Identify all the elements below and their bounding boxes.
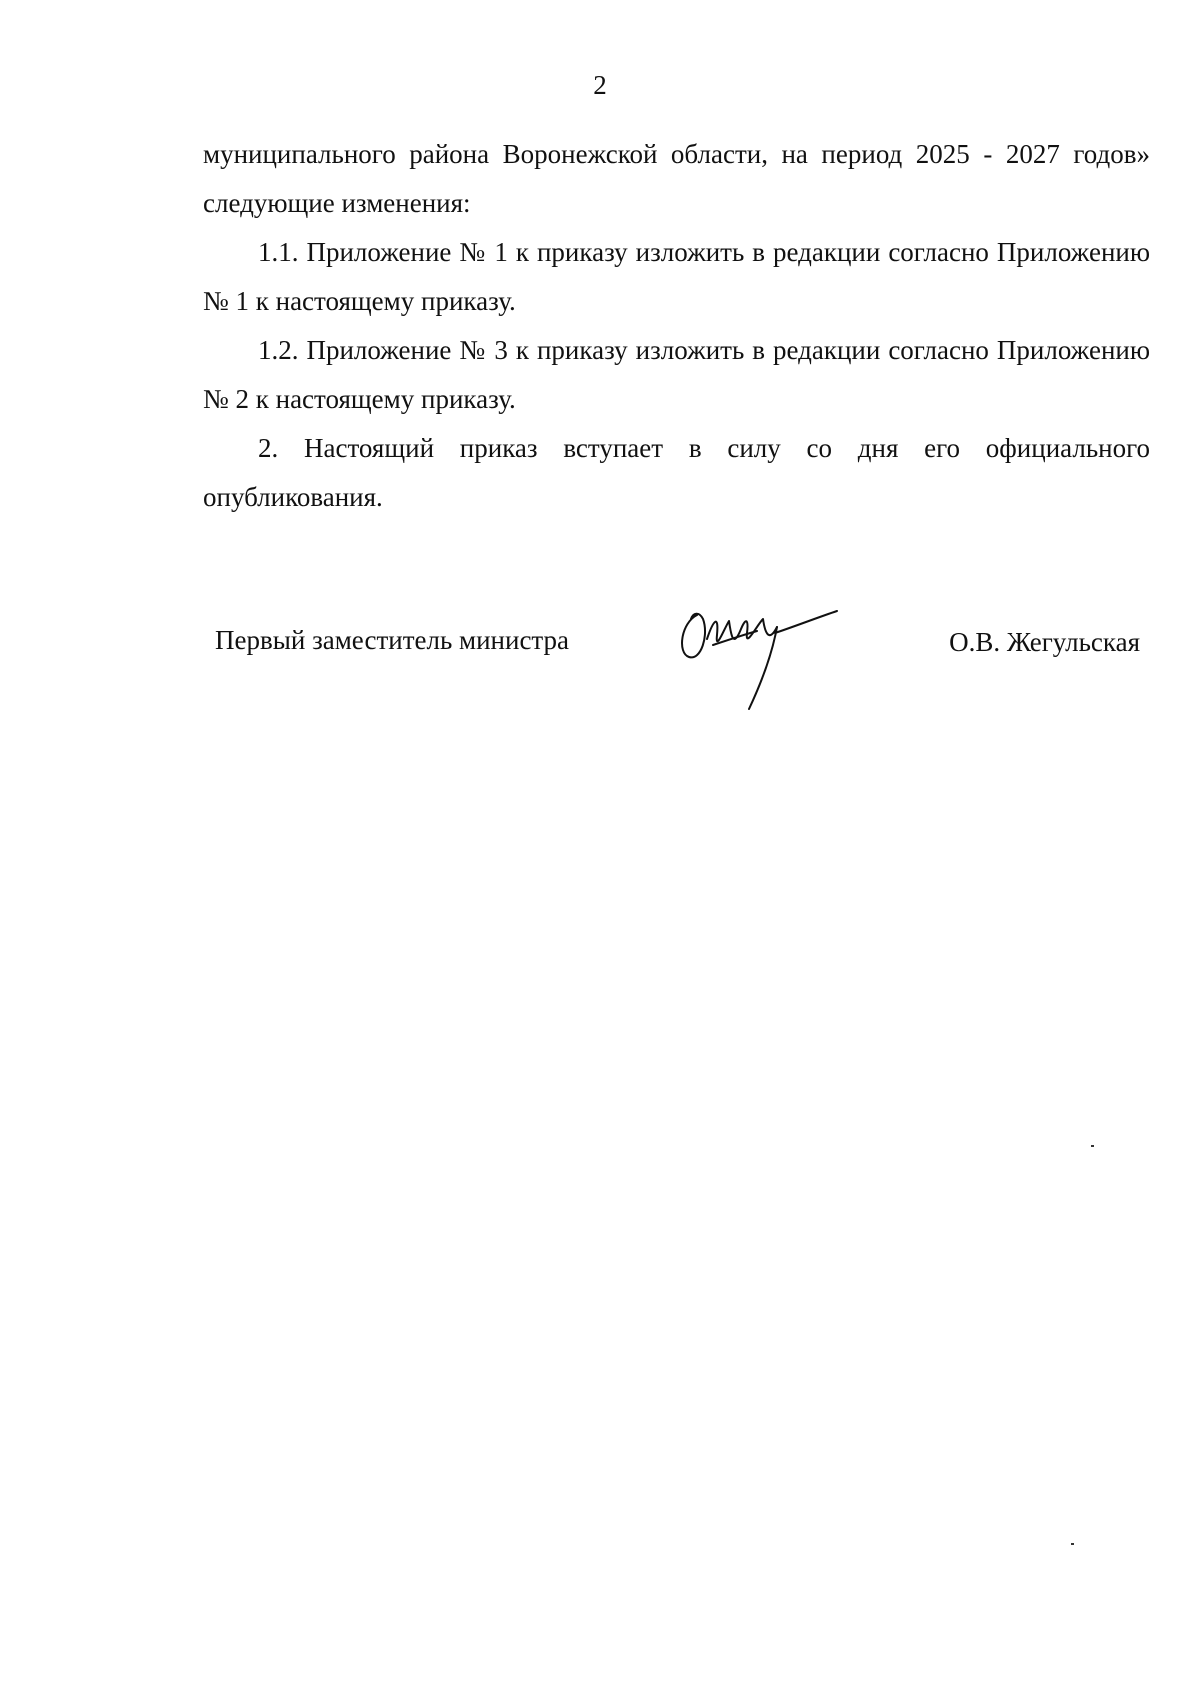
intro-line-2: следующие изменения: [203, 188, 471, 218]
clause-1-2-line-2: Приложению № 2 к настоящему приказу. [203, 335, 1151, 414]
clause-1-2 [203, 326, 1150, 424]
intro-paragraph [203, 130, 1150, 228]
intro-line-1: муниципального района Воронежской области, на период 2025 - 2027 годов» [203, 139, 1150, 169]
clause-1-1-line-2: Приложению № 1 к настоящему приказу. [203, 237, 1151, 316]
signatory-title: Первый заместитель министра [215, 625, 570, 655]
scan-speck [1091, 1145, 1094, 1147]
clause-2-line-2: опубликования. [203, 482, 383, 512]
clause-1-1 [203, 228, 1150, 326]
page-number: 2 [593, 70, 607, 100]
document-body [203, 130, 1150, 522]
signatory-name: О.В. Жегульская [949, 627, 1140, 657]
clause-1-2-line-1: 1.2. Приложение № 3 к приказу изложить в редакции согласно [258, 335, 989, 365]
clause-2-line-1: 2. Настоящий приказ вступает в силу со дня его официального [258, 433, 1150, 463]
clause-2 [203, 424, 1150, 522]
signature-icon [673, 605, 843, 715]
scan-speck [1071, 1543, 1074, 1545]
signature-block [203, 615, 1150, 725]
clause-1-1-line-1: 1.1. Приложение № 1 к приказу изложить в редакции согласно [258, 237, 989, 267]
